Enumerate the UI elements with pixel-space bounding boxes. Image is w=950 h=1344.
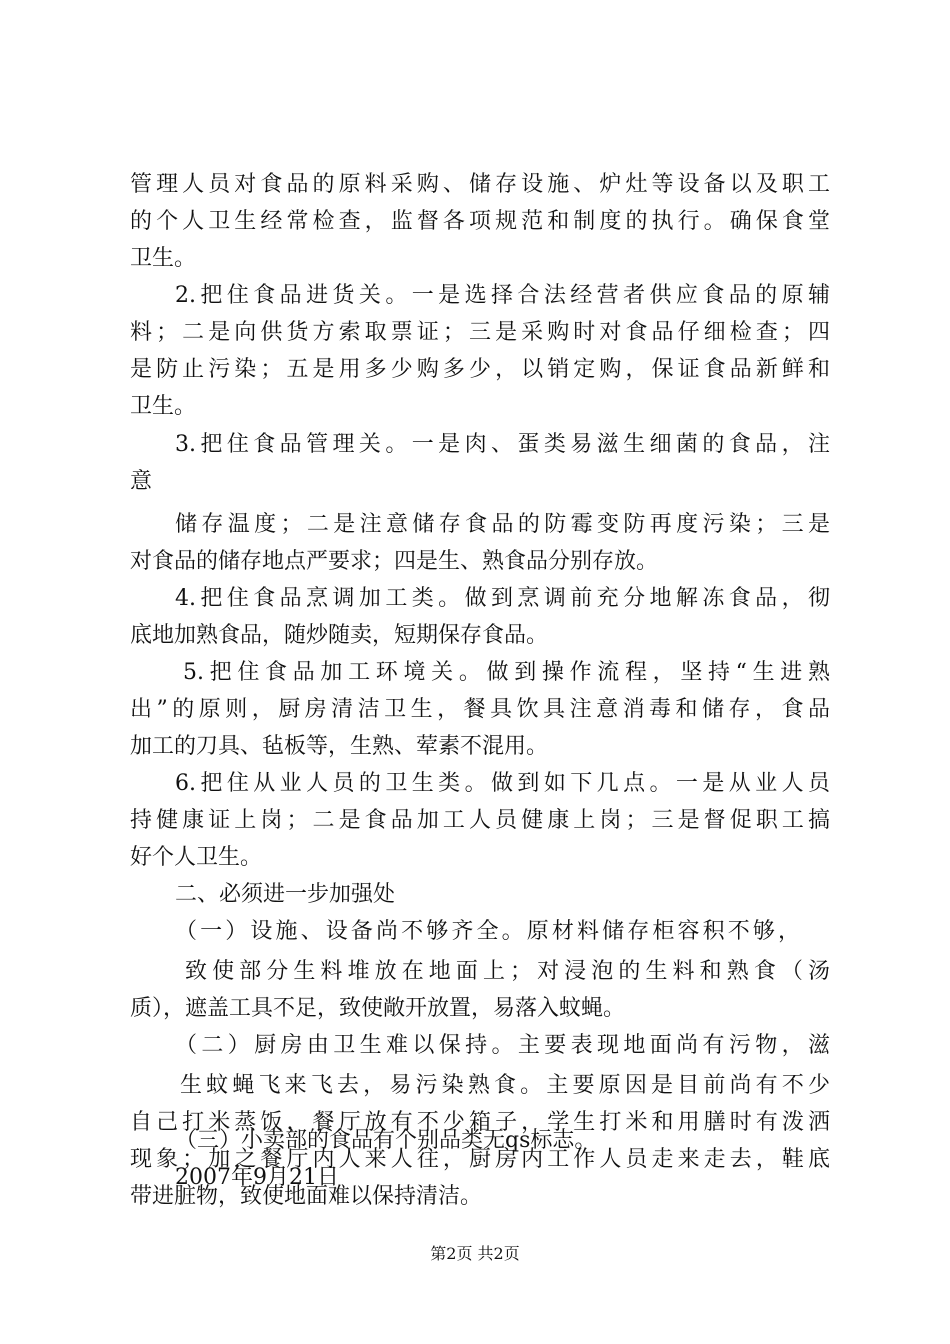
text-line: （三）小卖部的食品有个别品类无qs标志。 xyxy=(175,1128,597,1153)
text-line: 自己打米蒸饭，餐厅放有不少箱子，学生打米和用膳时有泼洒 xyxy=(130,1110,830,1135)
text-line: 4.把住食品烹调加工类。做到烹调前充分地解冻食品，彻 xyxy=(175,586,830,611)
text-line: 意 xyxy=(130,469,153,494)
text-line: 出”的原则，厨房清洁卫生，餐具饮具注意消毒和储存，食品 xyxy=(130,697,830,722)
text-line: 卫生。 xyxy=(130,246,197,271)
text-line: 5.把住食品加工环境关。做到操作流程，坚持“生进熟 xyxy=(183,660,830,685)
text-line: 储存温度；二是注意储存食品的防霉变防再度污染；三是 xyxy=(175,512,830,537)
text-line: 持健康证上岗；二是食品加工人员健康上岗；三是督促职工搞 xyxy=(130,808,830,833)
text-line: 6.把住从业人员的卫生类。做到如下几点。一是从业人员 xyxy=(175,771,830,796)
text-line: （二）厨房由卫生难以保持。主要表现地面尚有污物，滋 xyxy=(175,1033,830,1058)
text-line: 质），遮盖工具不足，致使敞开放置，易落入蚊蝇。 xyxy=(130,996,626,1021)
document-date: 2007年9月21日 xyxy=(175,1165,339,1190)
page-number-footer: 第2页 共2页 xyxy=(430,1244,520,1263)
text-line: 是防止污染；五是用多少购多少，以销定购，保证食品新鲜和 xyxy=(130,357,830,382)
text-line: 致使部分生料堆放在地面上；对浸泡的生料和熟食（汤 xyxy=(185,959,830,984)
text-line: 2.把住食品进货关。一是选择合法经营者供应食品的原辅 xyxy=(175,283,830,308)
text-line: 生蚊蝇飞来飞去，易污染熟食。主要原因是目前尚有不少 xyxy=(180,1073,830,1098)
text-line: 料；二是向供货方索取票证；三是采购时对食品仔细检查；四 xyxy=(130,320,830,345)
section-heading: 二、必须进一步加强处 xyxy=(175,882,396,907)
text-line: 的个人卫生经常检查，监督各项规范和制度的执行。确保食堂 xyxy=(130,209,830,234)
text-line: 对食品的储存地点严要求；四是生、熟食品分别存放。 xyxy=(130,549,659,574)
text-line: 3.把住食品管理关。一是肉、蛋类易滋生细菌的食品，注 xyxy=(175,432,830,457)
text-line: （一）设施、设备尚不够齐全。原材料储存柜容积不够， xyxy=(175,919,800,944)
text-line: 好个人卫生。 xyxy=(130,845,263,870)
text-line: 底地加熟食品，随炒随卖，短期保存食品。 xyxy=(130,623,549,648)
text-line: 管理人员对食品的原料采购、储存设施、炉灶等设备以及职工 xyxy=(130,172,830,197)
text-line: 带进脏物，致使地面难以保持清洁。 xyxy=(130,1184,483,1209)
text-line: 加工的刀具、毡板等，生熟、荤素不混用。 xyxy=(130,734,549,759)
text-line: 现象；加之餐厅内人来人往，厨房内工作人员走来走去，鞋底 xyxy=(130,1147,830,1172)
text-line: 卫生。 xyxy=(130,394,197,419)
